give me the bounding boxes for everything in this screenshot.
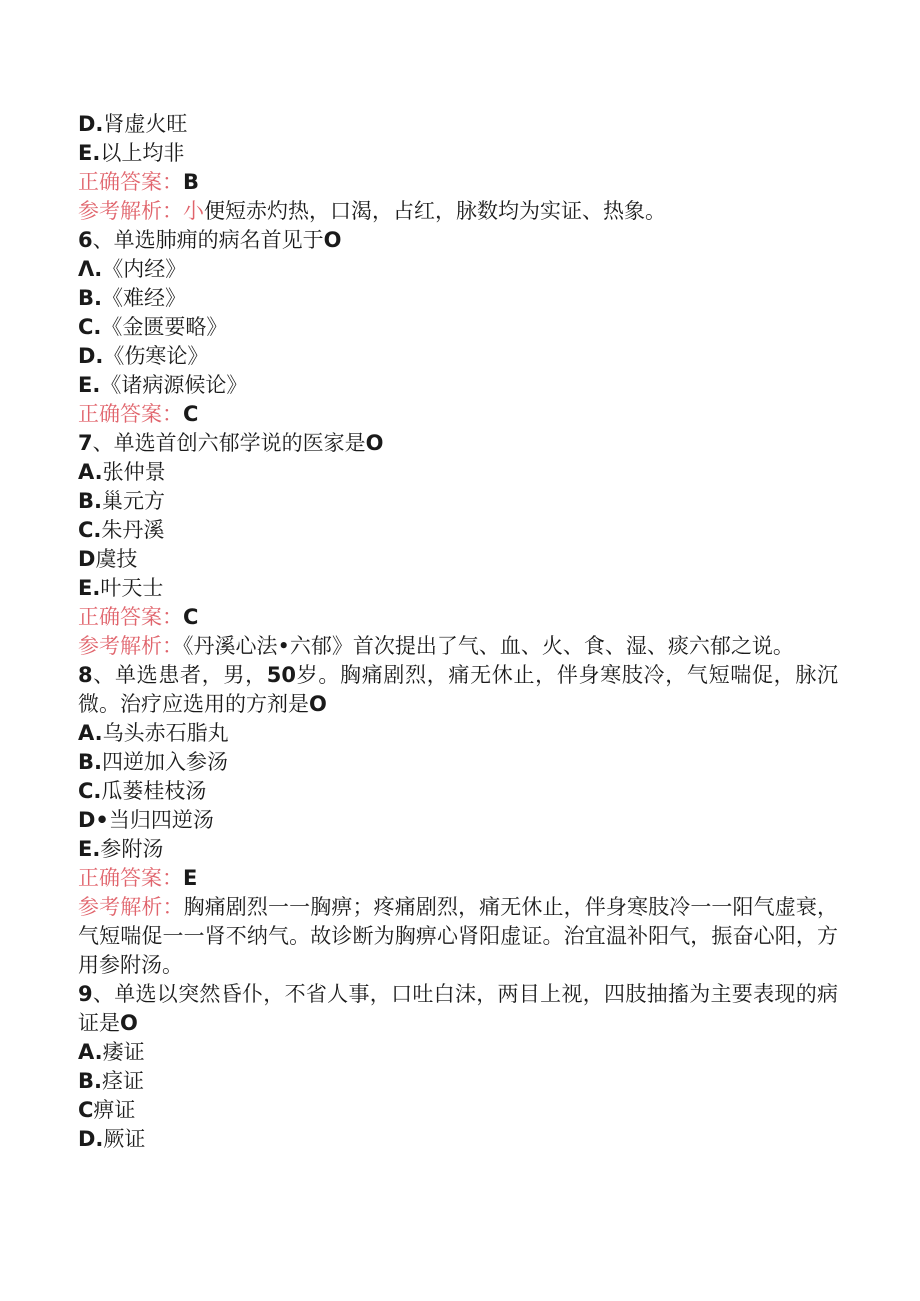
option-text: 肾虚火旺 (103, 112, 188, 136)
option-q9-d (78, 1125, 838, 1154)
question-blank: O (309, 692, 327, 716)
option-q8-c (78, 777, 838, 806)
question-blank: O (323, 228, 342, 252)
option-text: 《难经》 (101, 286, 186, 310)
option-q7-d (78, 545, 838, 574)
option-q7-e (78, 574, 838, 603)
answer-value: B (183, 170, 200, 194)
option-label: D. (78, 1127, 104, 1151)
option-q7-a (78, 458, 838, 487)
analysis-first-char: 小 (183, 199, 204, 223)
option-text: 以上均非 (100, 141, 185, 165)
question-q6 (78, 226, 838, 255)
analysis-label: 参考解析： (78, 634, 183, 658)
option-label: D. (78, 344, 104, 368)
answer-label: 正确答案： (78, 170, 183, 194)
question-q8 (78, 661, 838, 719)
option-text: 参附汤 (100, 837, 164, 861)
analysis-label: 参考解析： (78, 199, 183, 223)
answer-value: C (183, 605, 199, 629)
option-text: 巢元方 (101, 489, 165, 513)
question-stem: 、单选以突然昏仆，不省人事，口吐白沫，两目上视，四肢抽搐为主要表现的病证是 (78, 982, 838, 1035)
option-label: C (78, 1098, 94, 1122)
answer-value: C (183, 402, 199, 426)
option-label: B. (78, 489, 102, 513)
option-q8-d (78, 806, 838, 835)
option-q9-c (78, 1096, 838, 1125)
question-number: 6 (78, 228, 93, 252)
option-text: 虞技 (95, 547, 138, 571)
answer-q6 (78, 400, 838, 429)
option-q6-e (78, 371, 838, 400)
option-label: B. (78, 750, 102, 774)
answer-label: 正确答案： (78, 605, 183, 629)
option-text: 痿证 (102, 1040, 145, 1064)
option-label: B. (78, 286, 102, 310)
analysis-text: 《丹溪心法•六郁》首次提出了气、血、火、食、湿、痰六郁之说。 (183, 634, 794, 658)
question-stem: 、单选患者，男， (92, 663, 267, 687)
analysis-label: 参考解析： (78, 895, 184, 919)
option-text: 当归四逆汤 (108, 808, 214, 832)
option-text: 《金匮要略》 (101, 315, 228, 339)
option-q6-a (78, 255, 838, 284)
option-q9-a (78, 1038, 838, 1067)
option-text: 朱丹溪 (101, 518, 165, 542)
option-text: 《伤寒论》 (103, 344, 209, 368)
option-label: B. (78, 1069, 102, 1093)
option-text: 痉证 (101, 1069, 144, 1093)
option-q8-b (78, 748, 838, 777)
option-text: 叶天士 (100, 576, 164, 600)
option-q9-b (78, 1067, 838, 1096)
question-stem: 、单选首创六郁学说的医家是 (92, 431, 366, 455)
option-label: A. (78, 721, 103, 745)
option-label: C. (78, 779, 102, 803)
exam-page (78, 110, 838, 1154)
option-text: 乌头赤石脂丸 (102, 721, 229, 745)
answer-q5 (78, 168, 838, 197)
option-text: 瓜蒌桂枝汤 (101, 779, 207, 803)
option-q6-b (78, 284, 838, 313)
option-label: E. (78, 141, 101, 165)
option-label: D• (78, 808, 109, 832)
analysis-q8 (78, 893, 838, 980)
option-text: 张仲景 (102, 460, 166, 484)
question-q9 (78, 980, 838, 1038)
option-q6-c (78, 313, 838, 342)
option-text: 厥证 (103, 1127, 146, 1151)
option-text: 四逆加入参汤 (101, 750, 228, 774)
answer-value: E (183, 866, 198, 890)
option-q5-d (78, 110, 838, 139)
option-label: C. (78, 315, 102, 339)
option-label: E. (78, 837, 101, 861)
question-blank: O (120, 1011, 138, 1035)
question-stem: 、单选肺痈的病名首见于 (92, 228, 324, 252)
question-number: 8 (78, 663, 93, 687)
option-text: 《诸病源候论》 (100, 373, 248, 397)
answer-q7 (78, 603, 838, 632)
option-label: D. (78, 112, 104, 136)
option-q7-c (78, 516, 838, 545)
question-number: 7 (78, 431, 93, 455)
question-q7 (78, 429, 838, 458)
analysis-text: 胸痛剧烈一一胸痹；疼痛剧烈，痛无休止，伴身寒肢冷一一阳气虚衰，气短喘促一一肾不纳气。故诊断为胸痹心肾阳虚证。治宜温补阳气，振奋心阳，方用参附汤。 (78, 895, 839, 977)
question-number: 9 (78, 982, 93, 1006)
analysis-text: 便短赤灼热，口渴，占红，脉数均为实证、热象。 (204, 199, 666, 223)
option-q5-e (78, 139, 838, 168)
question-blank: O (365, 431, 384, 455)
option-label: E. (78, 373, 101, 397)
analysis-q7 (78, 632, 838, 661)
option-label: A. (78, 460, 103, 484)
option-q8-e (78, 835, 838, 864)
option-label: D (78, 547, 96, 571)
option-label: A. (78, 1040, 103, 1064)
patient-age: 50 (266, 663, 296, 687)
option-text: 痹证 (93, 1098, 136, 1122)
option-text: 《内经》 (102, 257, 187, 281)
option-label: Λ. (78, 257, 103, 281)
answer-label: 正确答案： (78, 866, 183, 890)
question-stem-cont: 岁。胸痛剧烈，痛无休止，伴身寒肢冷，气短喘促，脉沉微。治疗应选用的方剂是 (78, 663, 838, 716)
answer-q8 (78, 864, 838, 893)
option-label: C. (78, 518, 102, 542)
analysis-q5 (78, 197, 838, 226)
option-q7-b (78, 487, 838, 516)
option-q8-a (78, 719, 838, 748)
option-label: E. (78, 576, 101, 600)
option-q6-d (78, 342, 838, 371)
answer-label: 正确答案： (78, 402, 183, 426)
